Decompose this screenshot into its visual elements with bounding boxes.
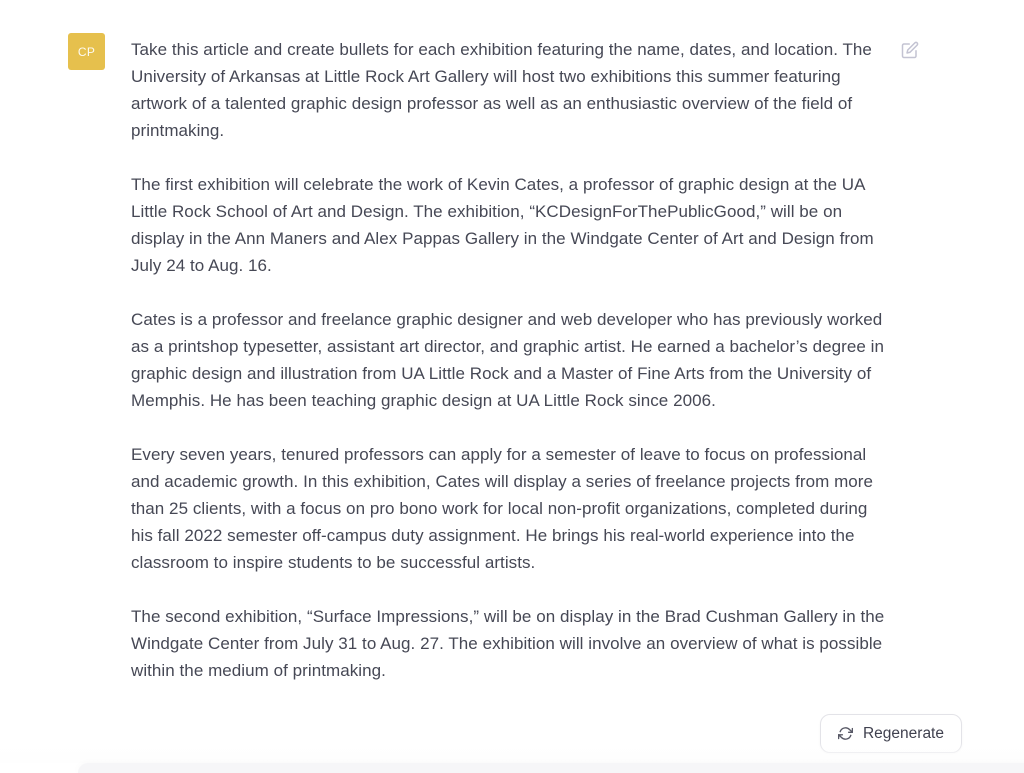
message-paragraph: Every seven years, tenured professors can apply for a semester of leave to focus on professional and academic growth. In this exhibition, Cates will display a series of freelance projects from more than 25 clients, with a focus on pro bono work for local non-profit organizations, completed during his fall 2022 semester off-campus duty assignment. He brings his real-world experience into the classroom to inspire students to be successful artists. — [131, 445, 874, 572]
refresh-icon — [838, 726, 853, 741]
message-paragraph: The second exhibition, “Surface Impressions,” will be on display in the Brad Cushman Gallery in the Windgate Center from July 31 to Aug. 27. The exhibition will involve an overview of what is possible within the medium of printmaking. — [131, 607, 885, 680]
message-paragraph: The first exhibition will celebrate the work of Kevin Cates, a professor of graphic design at the UA Little Rock School of Art and Design. The exhibition, “KCDesignForThePublicGood,” will be on display in the Ann Maners and Alex Pappas Gallery in the Windgate Center of Art and Design from July 24 to Aug. 16. — [131, 175, 874, 275]
message-paragraph: Cates is a professor and freelance graphic designer and web developer who has previously worked as a printshop typesetter, assistant art director, and graphic artist. He earned a bachelor’s degree in graphic design and illustration from UA Little Rock and a Master of Fine Arts from the University of Memphis. He has been teaching graphic design at UA Little Rock since 2006. — [131, 310, 884, 410]
avatar-initials: CP — [77, 44, 96, 59]
edit-icon — [899, 41, 921, 59]
regenerate-button[interactable] — [820, 714, 962, 753]
message-paragraph: Take this article and create bullets for each exhibition featuring the name, dates, and location. The University of Arkansas at Little Rock Art Gallery will host two exhibitions this summer featuring artwork of a talented graphic design professor as well as an enthusiastic overview of the field of printmaking. — [131, 40, 872, 140]
regenerate-button-label: Regenerate — [862, 724, 944, 742]
chat-input-top-edge[interactable] — [78, 763, 1024, 773]
edit-message-button[interactable] — [899, 39, 921, 61]
avatar — [68, 33, 105, 70]
user-message-text — [131, 36, 887, 684]
